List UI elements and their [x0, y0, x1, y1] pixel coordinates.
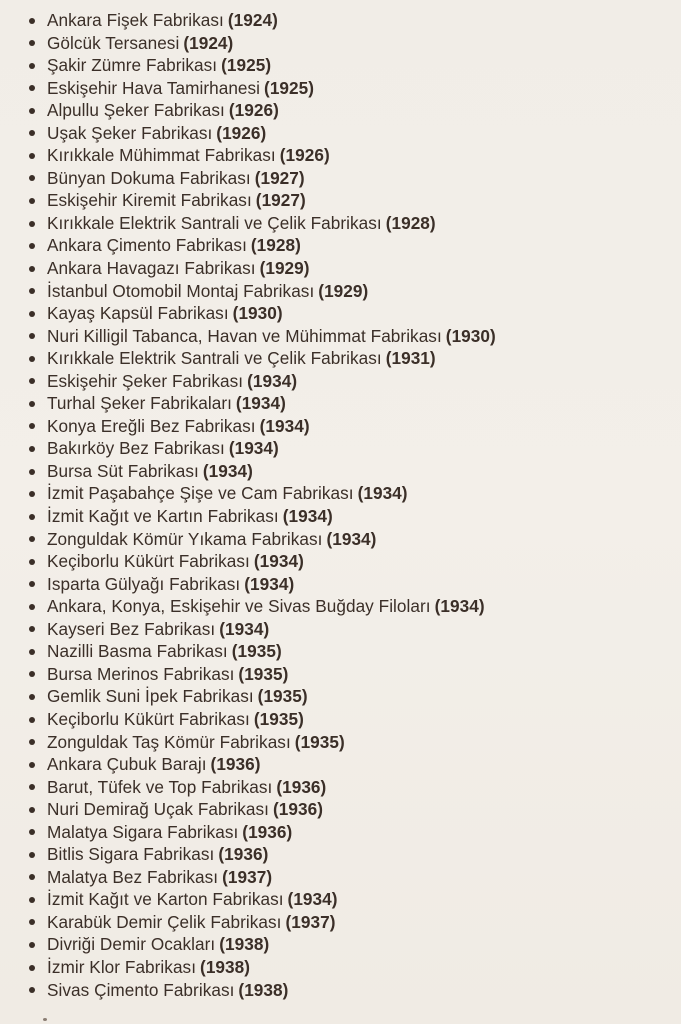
- factory-name: Nuri Killigil Tabanca, Havan ve Mühimmat Fabrikası: [47, 325, 442, 346]
- bullet-icon: [29, 965, 35, 971]
- factory-year: ( 1936 ): [276, 777, 326, 797]
- list-item: [0, 325, 681, 348]
- bullet-icon: [29, 40, 35, 46]
- bullet-icon: [29, 671, 35, 677]
- bullet-icon: [29, 626, 35, 632]
- list-item: [0, 731, 681, 754]
- factory-name: Keçiborlu Kükürt Fabrikası: [47, 551, 250, 572]
- bullet-icon: [29, 514, 35, 520]
- bullet-icon: [29, 987, 35, 993]
- list-item: [0, 933, 681, 956]
- factory-name: Karabük Demir Çelik Fabrikası: [47, 911, 282, 932]
- factory-name: Isparta Gülyağı Fabrikası: [47, 573, 241, 594]
- factory-year: ( 1934 ): [219, 619, 269, 639]
- factory-year: ( 1934 ): [326, 529, 376, 549]
- factory-year: ( 1929 ): [260, 258, 310, 278]
- factory-name: Keçiborlu Kükürt Fabrikası: [47, 708, 250, 729]
- factory-year: ( 1936 ): [211, 754, 261, 774]
- factory-name: Sivas Çimento Fabrikası: [47, 979, 235, 1000]
- list-item: [0, 505, 681, 528]
- factory-year: ( 1934 ): [260, 416, 310, 436]
- bullet-icon: [29, 221, 35, 227]
- bullet-icon: [29, 378, 35, 384]
- factory-name: Eskişehir Hava Tamirhanesi: [47, 77, 261, 98]
- bullet-icon: [29, 829, 35, 835]
- factory-name: İstanbul Otomobil Montaj Fabrikası: [47, 280, 315, 301]
- bullet-icon: [29, 333, 35, 339]
- factory-name: Bursa Süt Fabrikası: [47, 460, 199, 481]
- factory-name: Bünyan Dokuma Fabrikası: [47, 167, 251, 188]
- list-item: [0, 234, 681, 257]
- factory-name: Bursa Merinos Fabrikası: [47, 663, 235, 684]
- bullet-icon: [29, 807, 35, 813]
- factory-year: ( 1925 ): [264, 78, 314, 98]
- factory-year: ( 1938 ): [238, 980, 288, 1000]
- factory-name: Kayseri Bez Fabrikası: [47, 618, 216, 639]
- factory-name: Şakir Zümre Fabrikası: [47, 55, 218, 76]
- bullet-icon: [29, 108, 35, 114]
- factory-name: Zonguldak Taş Kömür Fabrikası: [47, 731, 291, 752]
- factory-name: Bakırköy Bez Fabrikası: [47, 438, 225, 459]
- list-item: [0, 77, 681, 100]
- bullet-icon: [29, 423, 35, 429]
- factory-name: İzmit Kağıt ve Kartın Fabrikası: [47, 506, 279, 527]
- factory-year: ( 1931 ): [386, 348, 436, 368]
- list-item: [0, 528, 681, 551]
- factory-name: Eskişehir Şeker Fabrikası: [47, 370, 244, 391]
- bullet-icon: [29, 559, 35, 565]
- list-item: [0, 663, 681, 686]
- factory-year: ( 1928 ): [386, 213, 436, 233]
- bullet-icon: [29, 446, 35, 452]
- list-item: [0, 979, 681, 1002]
- list-item: [0, 911, 681, 934]
- list-item: [0, 302, 681, 325]
- bullet-icon: [29, 581, 35, 587]
- factory-name: Ankara, Konya, Eskişehir ve Sivas Buğday Filoları: [47, 596, 431, 617]
- bullet-icon: [29, 63, 35, 69]
- factory-name: Ankara Çubuk Barajı: [47, 754, 207, 775]
- factory-name: Turhal Şeker Fabrikaları: [47, 393, 232, 414]
- list-item: [0, 573, 681, 596]
- factory-year: ( 1935 ): [258, 686, 308, 706]
- factory-year: ( 1925 ): [221, 55, 271, 75]
- list-item: [0, 821, 681, 844]
- factory-year: ( 1929 ): [318, 281, 368, 301]
- bullet-icon: [29, 243, 35, 249]
- list-item: [0, 956, 681, 979]
- bullet-icon: [29, 536, 35, 542]
- factory-name: Nuri Demirağ Uçak Fabrikası: [47, 799, 269, 820]
- factory-year: ( 1930 ): [233, 303, 283, 323]
- bullet-icon: [29, 739, 35, 745]
- list-item: [0, 888, 681, 911]
- bullet-icon: [29, 919, 35, 925]
- list-item: [0, 280, 681, 303]
- factory-year: ( 1924 ): [228, 10, 278, 30]
- bullet-icon: [29, 198, 35, 204]
- factory-year: ( 1934 ): [358, 483, 408, 503]
- list-item: [0, 595, 681, 618]
- bullet-icon: [29, 874, 35, 880]
- factory-year: ( 1926 ): [280, 145, 330, 165]
- factory-year: ( 1937 ): [286, 912, 336, 932]
- factory-name: Alpullu Şeker Fabrikası: [47, 100, 225, 121]
- factory-year: ( 1926 ): [216, 123, 266, 143]
- factory-name: İzmit Paşabahçe Şişe ve Cam Fabrikası: [47, 483, 354, 504]
- bullet-icon: [29, 852, 35, 858]
- list-item: [0, 212, 681, 235]
- factory-name: Gölcük Tersanesi: [47, 32, 180, 53]
- list-item: [0, 843, 681, 866]
- factory-year: ( 1935 ): [238, 664, 288, 684]
- list-item: [0, 482, 681, 505]
- list-item: [0, 437, 681, 460]
- bullet-icon: [29, 356, 35, 362]
- factory-name: Ankara Çimento Fabrikası: [47, 235, 247, 256]
- factory-year: ( 1934 ): [236, 393, 286, 413]
- bullet-icon: [29, 762, 35, 768]
- factory-name: Kayaş Kapsül Fabrikası: [47, 303, 229, 324]
- factory-year: ( 1934 ): [254, 551, 304, 571]
- factory-name: Ankara Fişek Fabrikası: [47, 10, 224, 30]
- bullet-icon: [29, 694, 35, 700]
- factory-year: ( 1936 ): [218, 844, 268, 864]
- list-item: [0, 460, 681, 483]
- bullet-icon: [29, 288, 35, 294]
- list-item: [0, 54, 681, 77]
- bullet-icon: [29, 130, 35, 136]
- factory-name: Gemlik Suni İpek Fabrikası: [47, 686, 254, 707]
- list-item: [0, 257, 681, 280]
- stray-mark: [43, 1018, 47, 1021]
- list-item: [0, 866, 681, 889]
- factory-year: ( 1935 ): [254, 709, 304, 729]
- list-item: [0, 776, 681, 799]
- factory-year: ( 1927 ): [255, 168, 305, 188]
- factory-name: Kırıkkale Elektrik Santrali ve Çelik Fabrikası: [47, 212, 382, 233]
- list-item: [0, 370, 681, 393]
- bullet-icon: [29, 942, 35, 948]
- factory-list: [0, 9, 681, 1001]
- bullet-icon: [29, 85, 35, 91]
- bullet-icon: [29, 18, 35, 24]
- factory-year: ( 1934 ): [283, 506, 333, 526]
- factory-year: ( 1936 ): [273, 799, 323, 819]
- bullet-icon: [29, 649, 35, 655]
- bullet-icon: [29, 469, 35, 475]
- bullet-icon: [29, 784, 35, 790]
- factory-year: ( 1935 ): [232, 641, 282, 661]
- list-item: [0, 685, 681, 708]
- factory-name: İzmit Kağıt ve Karton Fabrikası: [47, 889, 284, 910]
- factory-name: Eskişehir Kiremit Fabrikası: [47, 190, 252, 211]
- list-item: [0, 122, 681, 145]
- factory-year: ( 1938 ): [219, 934, 269, 954]
- list-item: [0, 640, 681, 663]
- list-item: [0, 144, 681, 167]
- list-item: [0, 189, 681, 212]
- list-item: [0, 550, 681, 573]
- bullet-icon: [29, 897, 35, 903]
- factory-year: ( 1924 ): [183, 33, 233, 53]
- factory-year: ( 1927 ): [256, 190, 306, 210]
- bullet-icon: [29, 491, 35, 497]
- factory-year: ( 1930 ): [446, 326, 496, 346]
- factory-year: ( 1934 ): [247, 371, 297, 391]
- list-item: [0, 415, 681, 438]
- list-item: [0, 753, 681, 776]
- list-item: [0, 708, 681, 731]
- factory-year: ( 1928 ): [251, 235, 301, 255]
- bullet-icon: [29, 175, 35, 181]
- bullet-icon: [29, 266, 35, 272]
- factory-year: ( 1934 ): [288, 889, 338, 909]
- factory-name: Malatya Bez Fabrikası: [47, 866, 219, 887]
- bullet-icon: [29, 153, 35, 159]
- factory-year: ( 1936 ): [242, 822, 292, 842]
- factory-year: ( 1926 ): [229, 100, 279, 120]
- bullet-icon: [29, 604, 35, 610]
- list-item: [0, 99, 681, 122]
- factory-year: ( 1934 ): [229, 438, 279, 458]
- factory-year: ( 1934 ): [244, 574, 294, 594]
- factory-name: Malatya Sigara Fabrikası: [47, 821, 239, 842]
- factory-name: Bitlis Sigara Fabrikası: [47, 844, 215, 865]
- list-item: [0, 618, 681, 641]
- factory-name: Barut, Tüfek ve Top Fabrikası: [47, 776, 273, 797]
- factory-year: ( 1935 ): [295, 732, 345, 752]
- factory-year: ( 1934 ): [203, 461, 253, 481]
- factory-name: Divriği Demir Ocakları: [47, 934, 216, 955]
- factory-name: Kırıkkale Mühimmat Fabrikası: [47, 145, 276, 166]
- bullet-icon: [29, 401, 35, 407]
- list-item: [0, 9, 681, 32]
- factory-name: Ankara Havagazı Fabrikası: [47, 258, 256, 279]
- list-item: [0, 798, 681, 821]
- factory-name: Kırıkkale Elektrik Santrali ve Çelik Fabrikası: [47, 348, 382, 369]
- factory-year: ( 1934 ): [435, 596, 485, 616]
- factory-name: Nazilli Basma Fabrikası: [47, 641, 228, 662]
- factory-name: Konya Ereğli Bez Fabrikası: [47, 415, 256, 436]
- bullet-icon: [29, 717, 35, 723]
- bullet-icon: [29, 311, 35, 317]
- factory-name: İzmir Klor Fabrikası: [47, 956, 197, 977]
- factory-year: ( 1937 ): [222, 867, 272, 887]
- list-item: [0, 347, 681, 370]
- list-item: [0, 392, 681, 415]
- list-item: [0, 32, 681, 55]
- factory-name: Uşak Şeker Fabrikası: [47, 122, 213, 143]
- factory-year: ( 1938 ): [200, 957, 250, 977]
- factory-name: Zonguldak Kömür Yıkama Fabrikası: [47, 528, 323, 549]
- list-item: [0, 167, 681, 190]
